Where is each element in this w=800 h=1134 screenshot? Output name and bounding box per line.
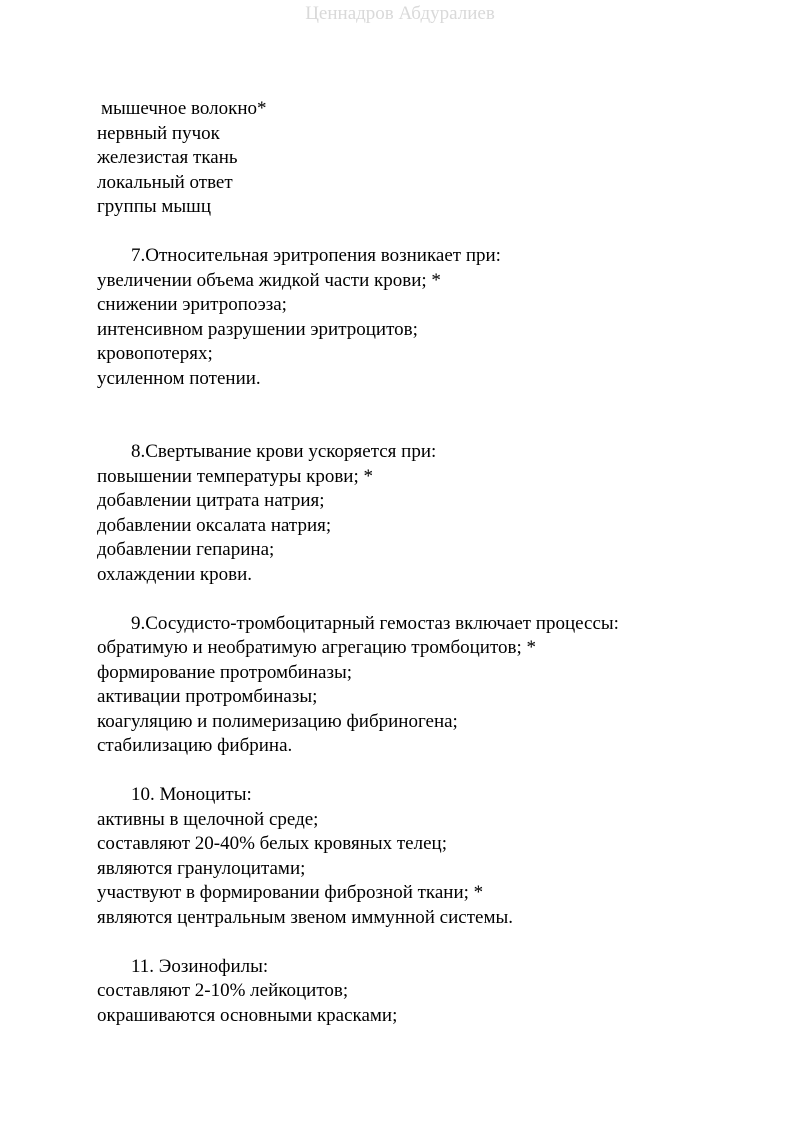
answer-option: стабилизацию фибрина. [97, 735, 293, 756]
answer-option: коагуляцию и полимеризацию фибриногена; [97, 710, 458, 732]
answer-option: локальный ответ [97, 171, 233, 193]
answer-option: активации протромбиназы; [97, 686, 318, 707]
spacer [97, 391, 777, 440]
question-8 [97, 440, 777, 587]
answer-option: обратимую и необратимую агрегацию тромбоцитов; * [97, 637, 537, 658]
answer-option: окрашиваются основными красками; [97, 1004, 398, 1026]
question-title: 10. Моноциты: [131, 784, 252, 805]
spacer [97, 930, 777, 955]
answer-option: добавлении оксалата натрия; [97, 514, 332, 536]
question-10 [97, 783, 777, 930]
question-title: 9.Сосудисто-тромбоцитарный гемостаз включает процессы: [131, 612, 619, 634]
document-body [97, 97, 777, 1028]
answer-option: снижении эритропоэза; [97, 294, 287, 315]
spacer [97, 587, 777, 612]
question-6-tail [97, 97, 777, 220]
answer-option: группы мышц [97, 196, 211, 217]
answer-option: участвуют в формировании фиброзной ткани; * [97, 882, 484, 903]
answer-option: увеличении объема жидкой части крови; * [97, 269, 441, 291]
answer-option: интенсивном разрушении эритроцитов; [97, 318, 418, 340]
answer-option: охлаждении крови. [97, 563, 253, 585]
question-7 [97, 244, 777, 391]
answer-option: составляют 20-40% белых кровяных телец; [97, 833, 447, 854]
answer-option: активны в щелочной среде; [97, 808, 319, 830]
answer-option: нервный пучок [97, 122, 220, 144]
answer-option: добавлении гепарина; [97, 539, 275, 560]
answer-option: железистая ткань [97, 147, 238, 168]
spacer [97, 220, 777, 245]
answer-option: повышении температуры крови; * [97, 465, 373, 487]
question-9 [97, 612, 777, 759]
answer-option: усиленном потении. [97, 367, 261, 389]
answer-option: являются центральным звеном иммунной системы. [97, 906, 513, 928]
watermark-text: Ценнадров Абдуралиев [305, 3, 495, 24]
question-title: 11. Эозинофилы: [131, 955, 269, 977]
answer-option: добавлении цитрата натрия; [97, 490, 325, 511]
answer-option: кровопотерях; [97, 343, 213, 364]
question-11 [97, 955, 777, 1029]
answer-option: являются гранулоцитами; [97, 857, 306, 879]
question-title: 8.Свертывание крови ускоряется при: [131, 441, 437, 462]
answer-option: мышечное волокно* [101, 98, 267, 119]
answer-option: составляют 2-10% лейкоцитов; [97, 980, 349, 1001]
spacer [97, 759, 777, 784]
question-title: 7.Относительная эритропения возникает при: [131, 245, 501, 266]
answer-option: формирование протромбиназы; [97, 661, 352, 683]
